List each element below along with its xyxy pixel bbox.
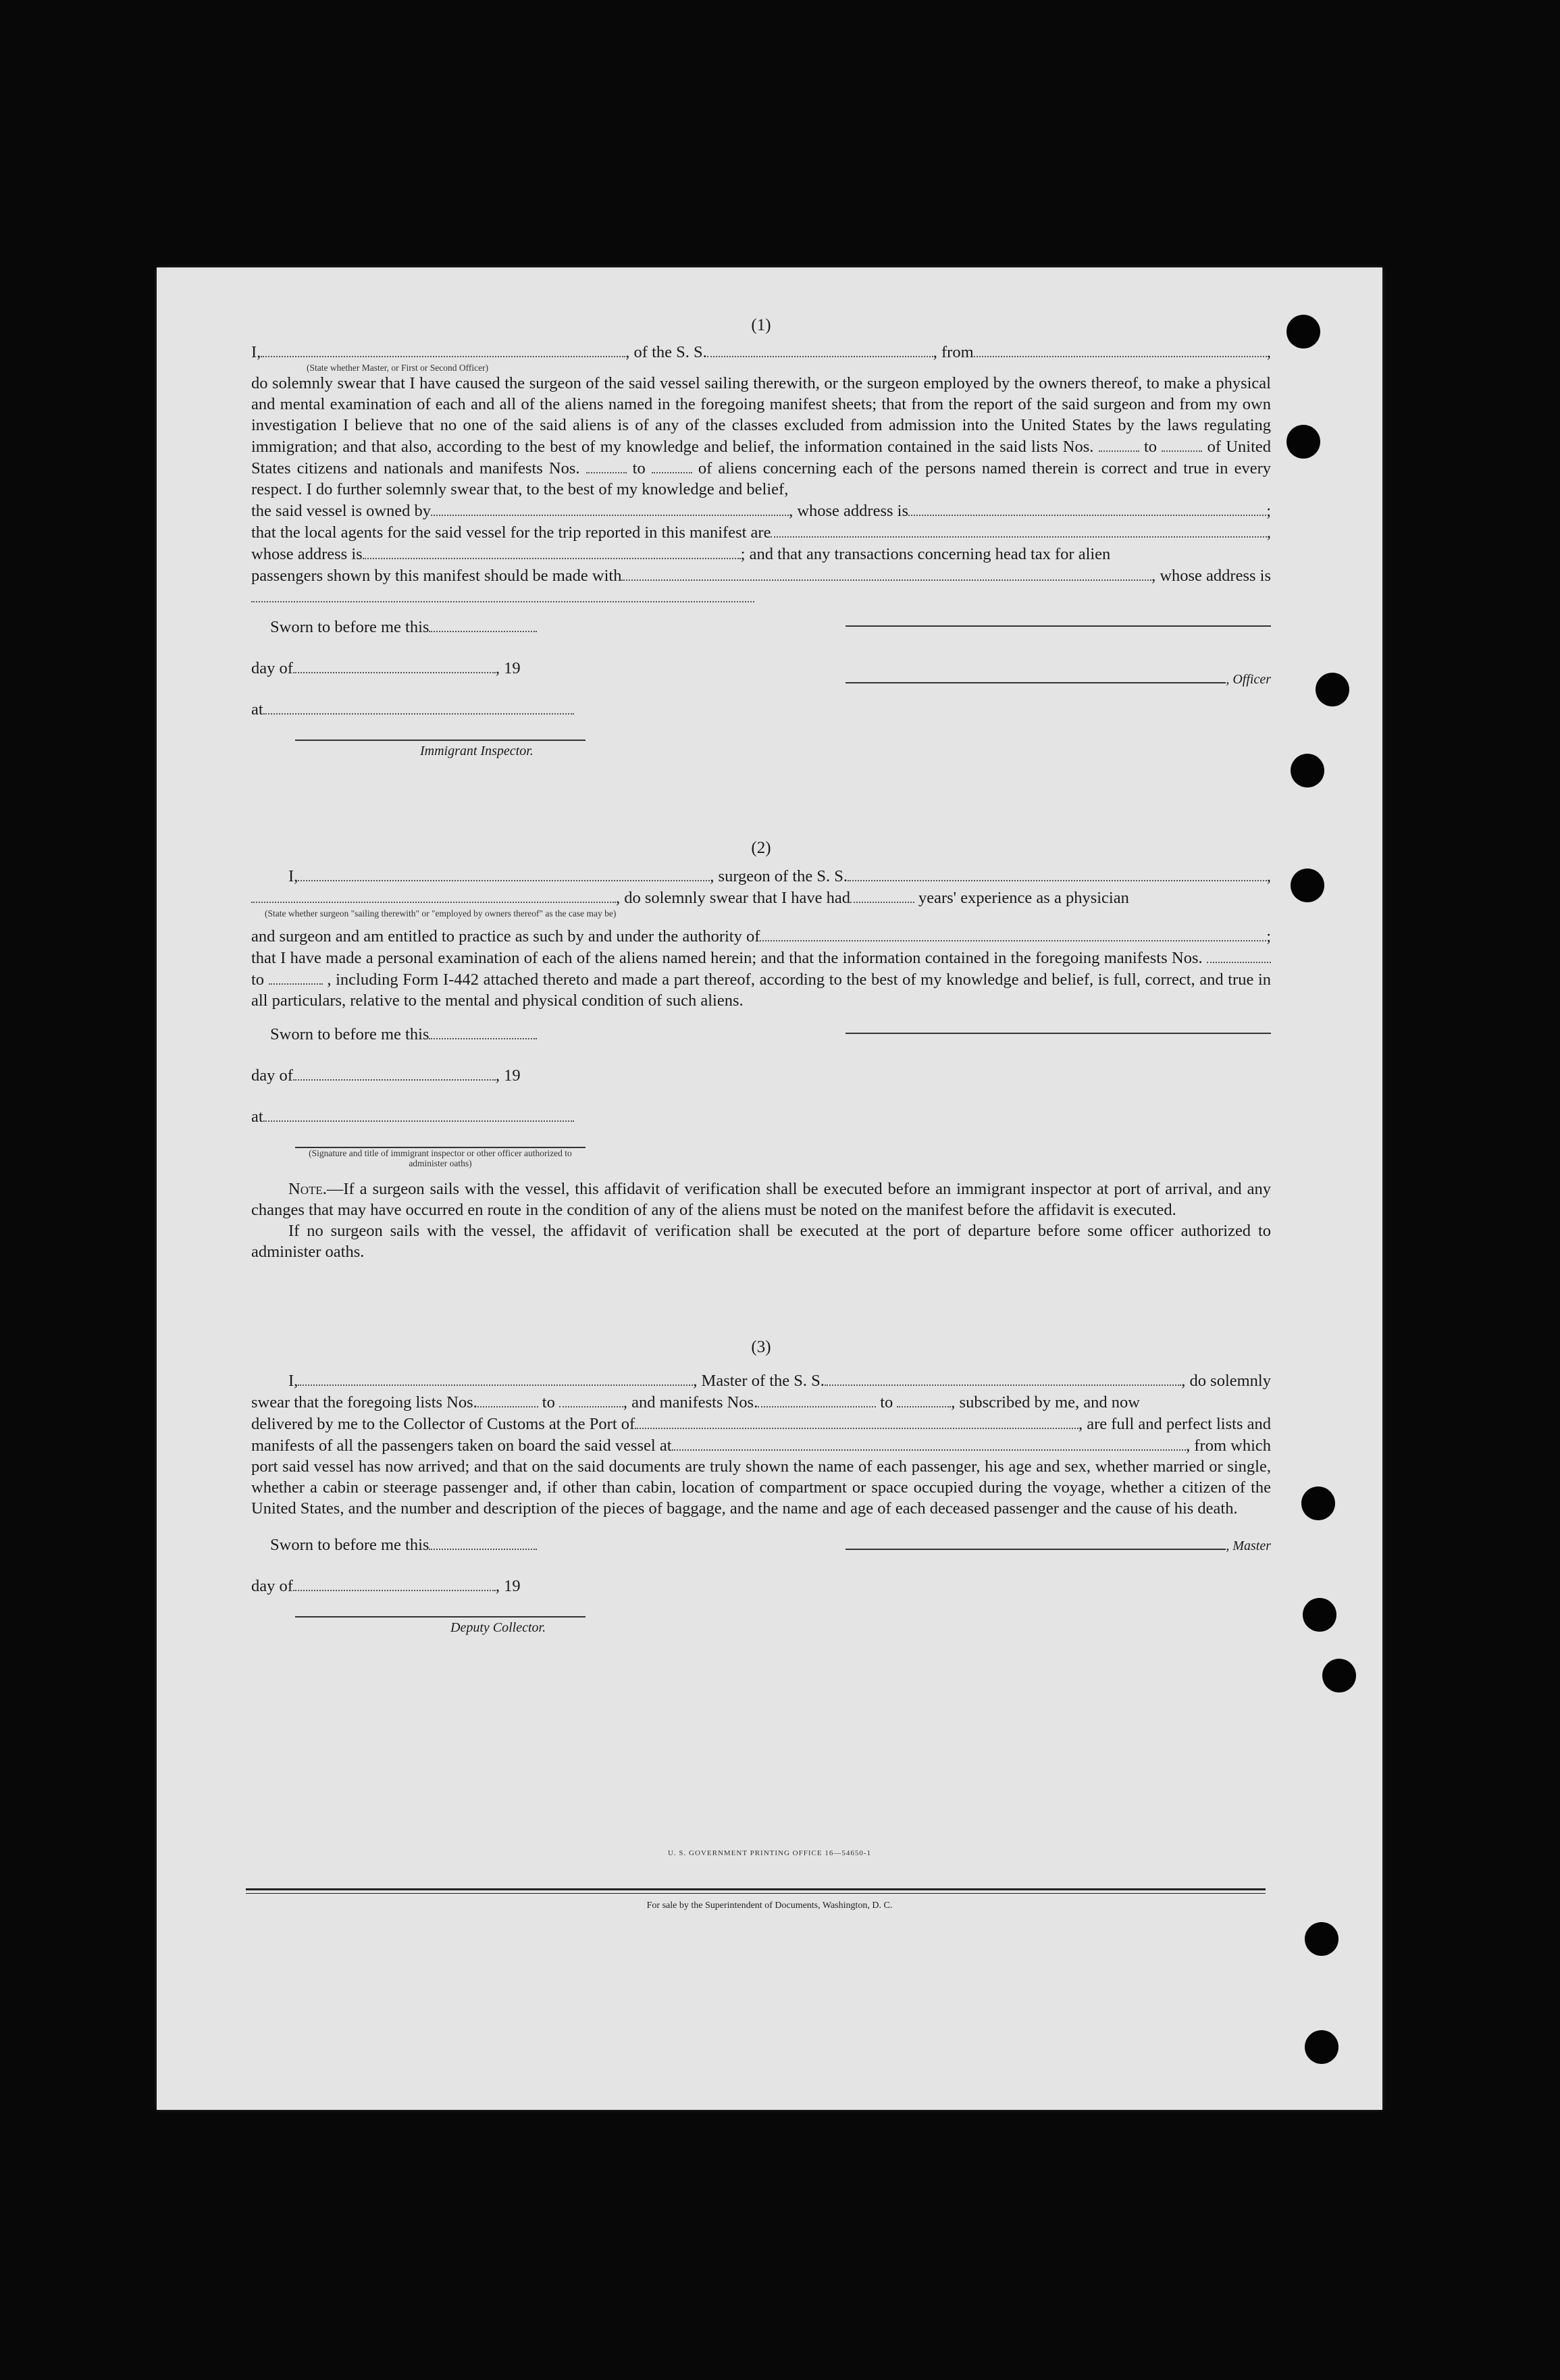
- sworn-label: Sworn to before me this: [270, 618, 430, 636]
- embark-line: [251, 1434, 1271, 1456]
- sworn-label: Sworn to before me this: [270, 1536, 430, 1554]
- at-label: at: [251, 1108, 263, 1126]
- lists-from-field[interactable]: [1099, 436, 1139, 452]
- master-caption: , Master: [1226, 1538, 1271, 1553]
- collector-signature-block: [251, 1534, 589, 1638]
- section-2: [251, 837, 1271, 1262]
- officer-signature-line-1[interactable]: [846, 625, 1271, 627]
- master-line: [251, 1370, 1271, 1391]
- note-text-1: —If a surgeon sails with the vessel, this affidavit of verification shall be executed before an immigrant inspector at port of arrival, and any changes that may have occurred en route in the condition of any of the aliens must be noted on the manifest before the affidavit is executed.: [251, 1180, 1271, 1219]
- to-label: to: [542, 1393, 555, 1412]
- ship-name-field[interactable]: [707, 341, 933, 357]
- section-2-signatures: [251, 1023, 1271, 1199]
- master-signature-block: [846, 1534, 1271, 1557]
- swear-text: , do solemnly swear that I have had: [616, 889, 850, 907]
- surgeon-text-1: that I have made a personal examination of each of the aliens named herein; and that the information contained in the: [251, 949, 1031, 967]
- printing-office-line: U. S. GOVERNMENT PRINTING OFFICE 16—54650-1: [667, 1849, 871, 1857]
- agents-address-field[interactable]: [363, 543, 741, 559]
- surgeon-paragraph: [251, 947, 1271, 1011]
- agents-address-line: [251, 543, 1271, 565]
- address-label: , whose address is: [789, 502, 908, 520]
- owner-address-field[interactable]: [908, 500, 1266, 516]
- master-name-field[interactable]: [298, 1370, 693, 1386]
- officer-line: I, , of the S. S. , from ,: [251, 341, 1271, 363]
- owned-by-label: the said vessel is owned by: [251, 502, 432, 520]
- year-label: , 19: [495, 1066, 521, 1085]
- punctuation: ,: [1266, 867, 1271, 885]
- section-number: (3): [751, 1338, 771, 1356]
- surgeon-of-label: , surgeon of the S. S.: [710, 867, 848, 885]
- officer-caption: (State whether Master, or First or Second Officer): [307, 363, 489, 373]
- punch-hole: [1286, 315, 1320, 348]
- to-label: to: [1143, 438, 1158, 456]
- master-text: port said vessel has now arrived; and that on the said documents are truly shown the name of each passenger, his age and sex, whether married or single, whether a cabin or steerage passenger and, if other than cabin, location of compartment or space occupied during the voyage, whether a citizen of the United States, and the number and description of the pieces of baggage, and the name and age of each deceased passenger and the cause of his death.: [251, 1457, 1271, 1518]
- master-manifests-from-field[interactable]: [758, 1391, 876, 1407]
- at-label: at: [251, 700, 263, 719]
- manifests-label: , and manifests Nos.: [623, 1393, 758, 1412]
- surgeon-ship-field[interactable]: [848, 865, 1267, 881]
- punch-hole: [1291, 754, 1324, 787]
- place-field[interactable]: [263, 1106, 574, 1122]
- surgeon-status-field[interactable]: [251, 887, 616, 903]
- head-tax-line: [251, 565, 1271, 586]
- lists-to-field[interactable]: [1162, 436, 1202, 452]
- oath-text-2: of United States citizens and nationals and manifests Nos.: [251, 438, 1272, 477]
- foregoing-label: foregoing manifests Nos.: [1035, 949, 1203, 967]
- note-label: Note.: [288, 1180, 327, 1198]
- surgeon-manifests-from-field[interactable]: [1207, 947, 1271, 963]
- authority-text: and surgeon and am entitled to practice as such by and under the authority of: [251, 927, 760, 946]
- section-3-signatures: [251, 1534, 1271, 1655]
- oath-text-3: of aliens concerning each of the persons named therein is correct and true in every respect. I do further solemnly swear that, to the best of my knowledge and belief,: [251, 459, 1271, 498]
- master-manifests-to-field[interactable]: [897, 1391, 951, 1407]
- years-field[interactable]: [850, 887, 914, 903]
- surgeon-manifests-to-field[interactable]: [269, 968, 323, 985]
- inspector-signature-block: [251, 616, 589, 762]
- sworn-date-field[interactable]: [429, 1534, 537, 1550]
- place-field[interactable]: [263, 698, 574, 715]
- agents-field[interactable]: [771, 521, 1266, 538]
- year-label: , 19: [495, 659, 521, 677]
- inspector-caption: Immigrant Inspector.: [420, 744, 534, 758]
- punctuation: ;: [1266, 502, 1271, 520]
- subscribed-text: , subscribed by me, and now: [951, 1393, 1140, 1412]
- section-number: (1): [751, 316, 771, 334]
- surgeon-text-2: , including Form I-442 attached thereto and made a part thereof, according to the best of my knowledge and belief, is full, correct, and true in all particulars, relative to the mental and physical condition of such aliens.: [251, 971, 1272, 1010]
- master-lists-to-field[interactable]: [559, 1391, 623, 1407]
- surgeon-name-field[interactable]: [298, 865, 710, 881]
- footer-rule: [246, 1888, 1266, 1890]
- authority-field[interactable]: [760, 925, 1266, 941]
- section-1-signatures: [251, 616, 1271, 798]
- collector-port-field[interactable]: [635, 1413, 1078, 1429]
- month-field[interactable]: [293, 1064, 496, 1081]
- master-lists-from-field[interactable]: [477, 1391, 538, 1407]
- punch-hole: [1316, 673, 1349, 706]
- year-label: , 19: [495, 1577, 521, 1595]
- oath-text-1: do solemnly swear that I have caused the surgeon of the said vessel sailing therewith, or the surgeon employed by the owners thereof, to make a physical and mental examination of each and all of the aliens named in the foregoing manifest sheets; that from the report of the said surgeon and from my own investigation I believe that no one of the said aliens is of any of the classes excluded from admission into the United States by the laws regulating immigration; and that also, according to the best of my knowledge and belief, the information contained in the said lists Nos.: [251, 374, 1271, 456]
- do-solemnly-text: , do solemnly: [1181, 1372, 1271, 1390]
- month-field[interactable]: [293, 1575, 496, 1591]
- sworn-date-field[interactable]: [429, 616, 537, 632]
- from-port-field[interactable]: [974, 341, 1267, 357]
- years-text: years' experience as a physician: [918, 889, 1129, 907]
- passengers-shown-label: passengers shown by this manifest should be made with: [251, 567, 622, 585]
- punch-hole: [1291, 869, 1324, 902]
- ship-label: , of the S. S.: [625, 343, 707, 361]
- master-ship-field[interactable]: [825, 1370, 1181, 1386]
- section-3: [251, 1337, 1271, 1655]
- embark-port-field[interactable]: [672, 1434, 1187, 1451]
- from-label: , from: [933, 343, 974, 361]
- punch-hole: [1286, 425, 1320, 459]
- agents-label: that the local agents for the said vessel for the trip reported in this manifest are: [251, 523, 771, 542]
- oath-content: [251, 315, 1271, 1655]
- collector-port-line: [251, 1413, 1271, 1434]
- to-label: to: [880, 1393, 893, 1412]
- pronoun-text: I,: [251, 343, 261, 361]
- punch-hole: [1301, 1486, 1335, 1520]
- manifests-to-field[interactable]: [652, 457, 692, 473]
- pronoun-text: I,: [288, 867, 298, 885]
- sworn-date-field[interactable]: [429, 1023, 537, 1039]
- punctuation: ,: [1266, 523, 1271, 542]
- collector-caption: Deputy Collector.: [450, 1620, 546, 1635]
- signature-caption: (Signature and title of immigrant inspector or other officer authorized to administer oaths): [309, 1148, 572, 1168]
- officer-name-field[interactable]: [261, 341, 625, 357]
- surgeon-signature-line[interactable]: [846, 1033, 1271, 1034]
- head-tax-address-field[interactable]: [251, 586, 754, 602]
- master-signature-line[interactable]: [846, 1534, 1226, 1550]
- owner-line: [251, 500, 1271, 521]
- full-perfect-text: , are full and perfect lists and: [1078, 1415, 1271, 1433]
- section-number: (2): [751, 839, 771, 857]
- to-label: to: [632, 459, 646, 477]
- note-text-2: If no surgeon sails with the vessel, the affidavit of verification shall be executed at the port of departure before some officer authorized to administer oaths.: [251, 1222, 1271, 1261]
- swear-lists-text: swear that the foregoing lists Nos.: [251, 1393, 477, 1412]
- punctuation: ;: [1266, 927, 1271, 946]
- head-tax-text: ; and that any transactions concerning head tax for alien: [740, 545, 1111, 563]
- punch-hole: [1322, 1659, 1356, 1692]
- surgeon-inspector-block: [251, 1023, 589, 1168]
- head-tax-contact-field[interactable]: [621, 565, 1151, 581]
- for-sale-notice: For sale by the Superintendent of Documents, Washington, D. C.: [646, 1900, 893, 1911]
- punch-hole: [1303, 1598, 1336, 1632]
- experience-line: [251, 887, 1271, 908]
- footer-rule-thin: [246, 1893, 1266, 1894]
- agents-line: [251, 521, 1271, 543]
- lists-line: [251, 1391, 1271, 1413]
- officer-caption: , Officer: [1226, 672, 1271, 687]
- surgeon-line: [251, 865, 1271, 887]
- section-1: [251, 315, 1271, 798]
- from-which-text: , from which: [1186, 1437, 1271, 1455]
- oath-paragraph: [251, 373, 1271, 500]
- master-of-label: , Master of the S. S.: [693, 1372, 825, 1390]
- day-of-label: day of: [251, 659, 293, 677]
- punch-hole: [1305, 2030, 1338, 2064]
- sworn-label: Sworn to before me this: [270, 1025, 430, 1043]
- officer-signature-line-2[interactable]: [846, 667, 1226, 683]
- officer-signature-block: [846, 616, 1271, 690]
- day-of-label: day of: [251, 1066, 293, 1085]
- manifests-from-field[interactable]: [586, 457, 627, 473]
- owner-field[interactable]: [431, 500, 789, 516]
- day-of-label: day of: [251, 1577, 293, 1595]
- note-paragraph-2: [251, 1220, 1271, 1262]
- to-label: to: [251, 971, 265, 989]
- form-page: [157, 267, 1382, 2110]
- address-label: , whose address is: [1151, 567, 1271, 585]
- address-label: whose address is: [251, 545, 363, 563]
- punch-hole: [1305, 1922, 1338, 1956]
- month-field[interactable]: [293, 657, 496, 673]
- surgeon-caption: (State whether surgeon "sailing therewith" or "employed by owners thereof" as the case may be): [265, 908, 617, 919]
- master-paragraph: [251, 1456, 1271, 1519]
- manifests-all-text: manifests of all the passengers taken on board the said vessel at: [251, 1437, 672, 1455]
- authority-line: [251, 925, 1271, 947]
- surgeon-signature-block: [846, 1023, 1271, 1034]
- pronoun-text: I,: [288, 1372, 298, 1390]
- delivered-text: delivered by me to the Collector of Customs at the Port of: [251, 1415, 635, 1433]
